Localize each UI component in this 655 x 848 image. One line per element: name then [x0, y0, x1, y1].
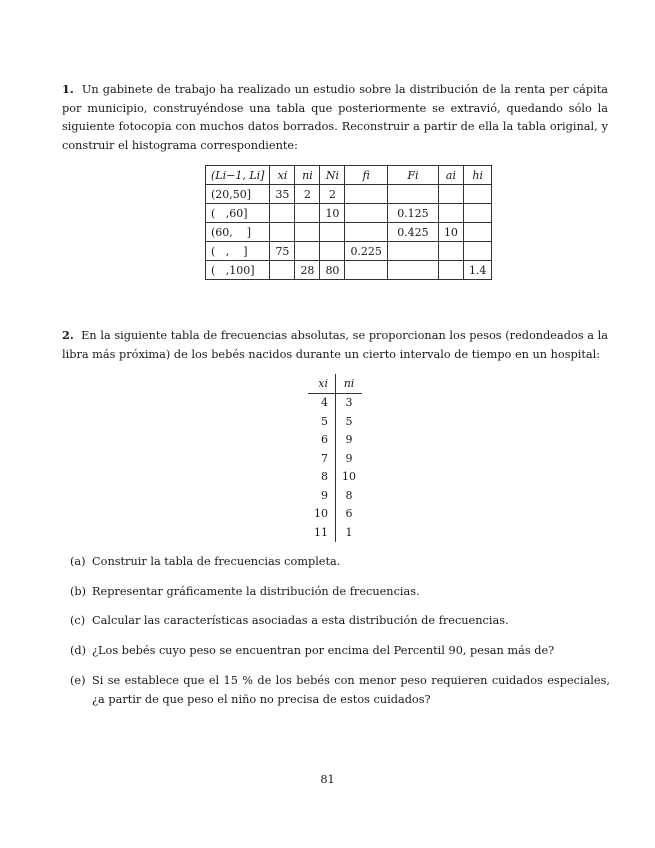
table-cell: [345, 204, 388, 223]
header-fi: fi: [345, 166, 388, 185]
table-cell: [387, 242, 438, 261]
table-cell: [345, 185, 388, 204]
table-cell: 2: [320, 185, 345, 204]
table-row: [308, 412, 362, 431]
table-cell: [463, 185, 492, 204]
table-row: [308, 523, 362, 542]
problem-1-number: 1.: [62, 82, 74, 96]
item-label: (a): [70, 555, 86, 568]
table-row: [308, 431, 362, 450]
list-item: [70, 583, 610, 602]
table-cell: 28: [295, 261, 320, 280]
table-cell: 8: [308, 468, 336, 487]
item-text: Construir la tabla de frecuencias completa.: [92, 555, 341, 568]
table-cell: 6: [308, 431, 336, 450]
table-cell: 35: [270, 185, 295, 204]
problem-2-number: 2.: [62, 328, 74, 342]
item-label: (c): [70, 614, 86, 628]
table-cell: [295, 223, 320, 242]
table-row: [206, 185, 492, 204]
table-cell: [270, 204, 295, 223]
table-cell: 9: [308, 486, 336, 505]
item-label: (d): [70, 644, 87, 658]
item-text: Representar gráficamente la distribución de frecuencias.: [92, 584, 420, 598]
table-cell: [270, 261, 295, 280]
table-header-row: [308, 374, 362, 393]
table-row: [308, 486, 362, 505]
header-ai: ai: [438, 166, 463, 185]
table-cell: 6: [345, 507, 353, 521]
table-row: [308, 505, 362, 524]
table-cell: [320, 223, 345, 242]
list-item: [70, 672, 610, 709]
header-ni: ni: [295, 166, 320, 185]
table-cell: [463, 223, 492, 242]
table-cell: 4: [308, 393, 336, 412]
header-ni: ni: [336, 374, 363, 393]
item-text: ¿Los bebés cuyo peso se encuentran por encima del Percentil 90, pesan más de?: [92, 644, 555, 658]
table-cell: ( ,60]: [206, 204, 270, 223]
table-cell: [295, 204, 320, 223]
table-cell: [463, 204, 492, 223]
header-Ni: Ni: [320, 166, 345, 185]
problem-2-statement: [62, 326, 608, 364]
table-cell: ( ,100]: [206, 261, 270, 280]
table-cell: 5: [308, 412, 336, 431]
table-cell: [463, 242, 492, 261]
problem-2-table: [308, 374, 362, 542]
table-cell: 5: [345, 414, 353, 428]
table-cell: 11: [308, 523, 336, 542]
item-text: Calcular las características asociadas a esta distribución de frecuencias.: [92, 614, 509, 628]
table-cell: [270, 223, 295, 242]
list-item: [70, 553, 610, 572]
table-row: [308, 393, 362, 412]
problem-1-table: [205, 165, 492, 280]
table-cell: [345, 261, 388, 280]
table-cell: 9: [345, 451, 353, 465]
table-cell: [295, 242, 320, 261]
problem-2-items: [70, 553, 610, 720]
table-cell: 10: [320, 204, 345, 223]
header-hi: hi: [463, 166, 492, 185]
item-text: Si se establece que el 15 % de los bebés con menor peso requieren cuidados especiales, ¿a partir de que peso el niño no precisa de estos cuidados?: [92, 673, 610, 706]
header-interval: (Li−1, Li]: [206, 166, 270, 185]
table-cell: 10: [438, 223, 463, 242]
table-row: [206, 223, 492, 242]
table-row: [206, 261, 492, 280]
problem-1-statement: [62, 80, 608, 156]
table-cell: 0.425: [387, 223, 438, 242]
table-cell: [438, 242, 463, 261]
table-cell: 80: [320, 261, 345, 280]
table-cell: (60, ]: [206, 223, 270, 242]
table-cell: 75: [270, 242, 295, 261]
table-cell: [320, 242, 345, 261]
table-row: [308, 468, 362, 487]
table-cell: (20,50]: [206, 185, 270, 204]
table-cell: [438, 261, 463, 280]
problem-2-text: En la siguiente tabla de frecuencias absolutas, se proporcionan los pesos (redondeados a la libra más próxima) de los bebés nacidos durante un cierto intervalo de tiempo en un hospital:: [62, 329, 608, 361]
table-cell: ( , ]: [206, 242, 270, 261]
table-cell: 7: [308, 449, 336, 468]
table-cell: [438, 204, 463, 223]
table-cell: 10: [308, 505, 336, 524]
table-cell: 1.4: [463, 261, 492, 280]
list-item: [70, 612, 610, 631]
table-cell: 10: [342, 470, 356, 484]
page-number: 81: [320, 773, 335, 786]
item-label: (e): [70, 673, 86, 687]
table-header-row: [206, 166, 492, 185]
table-cell: [387, 185, 438, 204]
list-item: [70, 642, 610, 661]
item-label: (b): [70, 584, 87, 598]
table-cell: 3: [345, 396, 353, 410]
table-cell: 0.125: [387, 204, 438, 223]
table-row: [308, 449, 362, 468]
table-row: [206, 204, 492, 223]
table-cell: 2: [295, 185, 320, 204]
table-row: [206, 242, 492, 261]
table-cell: [387, 261, 438, 280]
header-xi: xi: [308, 374, 336, 393]
table-cell: 9: [345, 433, 353, 447]
table-cell: 0.225: [345, 242, 388, 261]
table-cell: [345, 223, 388, 242]
problem-1-text: Un gabinete de trabajo ha realizado un estudio sobre la distribución de la renta per cápita por municipio, construyéndose una tabla que posteriormente se extravió, quedando sólo la siguiente fotocopia con muchos datos borrados. Reconstruir a partir de ella la tabla original, y construir el histograma correspondiente:: [62, 83, 608, 153]
header-Fi: Fi: [387, 166, 438, 185]
table-cell: [438, 185, 463, 204]
table-cell: 1: [345, 525, 353, 539]
table-cell: 8: [345, 488, 353, 502]
header-xi: xi: [270, 166, 295, 185]
